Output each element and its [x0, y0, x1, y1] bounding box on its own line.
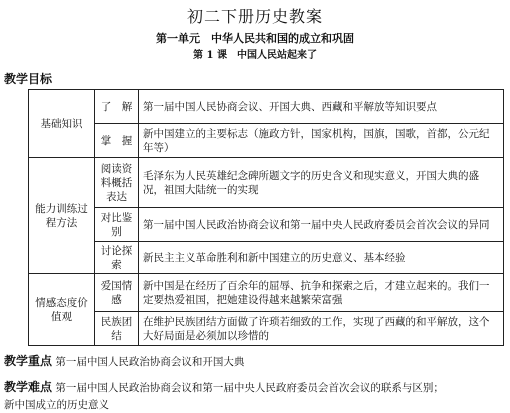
difficulty-line: [4, 378, 444, 395]
lesson-title: 第 1 课 中国人民站起来了: [193, 50, 317, 61]
difficulty-label: 教学难点: [4, 380, 53, 394]
category-cell: 情感态度价值观: [29, 274, 95, 346]
unit-title: 第一单元 中华人民共和国的成立和巩固: [156, 32, 354, 45]
table-row: [29, 90, 504, 124]
content-cell: 新中国建立的主要标志（施政方针，国家机构，国旗，国歌，首都，公元纪年等）: [139, 124, 504, 158]
subcategory-cell: 爱国情感: [95, 274, 139, 312]
content-cell: 毛泽东为人民英雄纪念碑所题文字的历史含义和现实意义，开国大典的盛况，祖国大陆统一的实现: [139, 158, 504, 208]
table-row: [29, 158, 504, 208]
subcategory-cell: 讨论探索: [95, 242, 139, 274]
objectives-heading: 教学目标: [4, 72, 53, 86]
document-title: 初二下册历史教案: [186, 7, 323, 26]
category-cell: 能力训练过程方法: [29, 158, 95, 274]
difficulty-text: 第一届中国人民政治协商会议和第一届中央人民政府委员会首次会议的联系与区别；: [55, 382, 444, 394]
content-cell: 第一届中国人民协商会议、开国大典、西藏和平解放等知识要点: [139, 90, 504, 124]
table-row: [29, 242, 504, 274]
content-cell: 在维护民族团结方面做了许琐若细致的工作，实现了西藏的和平解放，这个大好局面是必须加以珍惜的: [139, 312, 504, 346]
table-row: [29, 124, 504, 158]
key-point-line: [4, 352, 244, 369]
category-cell: 基础知识: [29, 90, 95, 158]
subcategory-cell: 阅读资料概括表达: [95, 158, 139, 208]
key-point-label: 教学重点: [4, 354, 53, 368]
content-cell: 第一届中国人民政治协商会议和第一届中央人民政府委员会首次会议的异同: [139, 208, 504, 242]
table-row: [29, 208, 504, 242]
difficulty-continuation: 新中国成立的历史意义: [4, 399, 109, 411]
subcategory-cell: 掌 握: [95, 124, 139, 158]
content-cell: 新民主主义革命胜利和新中国建立的历史意义、基本经验: [139, 242, 504, 274]
table-row: [29, 312, 504, 346]
table-row: [29, 274, 504, 312]
subcategory-cell: 对比鉴别: [95, 208, 139, 242]
content-cell: 新中国是在经历了百余年的屈辱、抗争和探索之后，才建立起来的。我们一定要热爱祖国，把她建设得越来越繁荣富强: [139, 274, 504, 312]
subcategory-cell: 了 解: [95, 90, 139, 124]
objectives-table: [28, 89, 504, 346]
key-point-text: 第一届中国人民政治协商会议和开国大典: [55, 356, 245, 368]
subcategory-cell: 民族团结: [95, 312, 139, 346]
